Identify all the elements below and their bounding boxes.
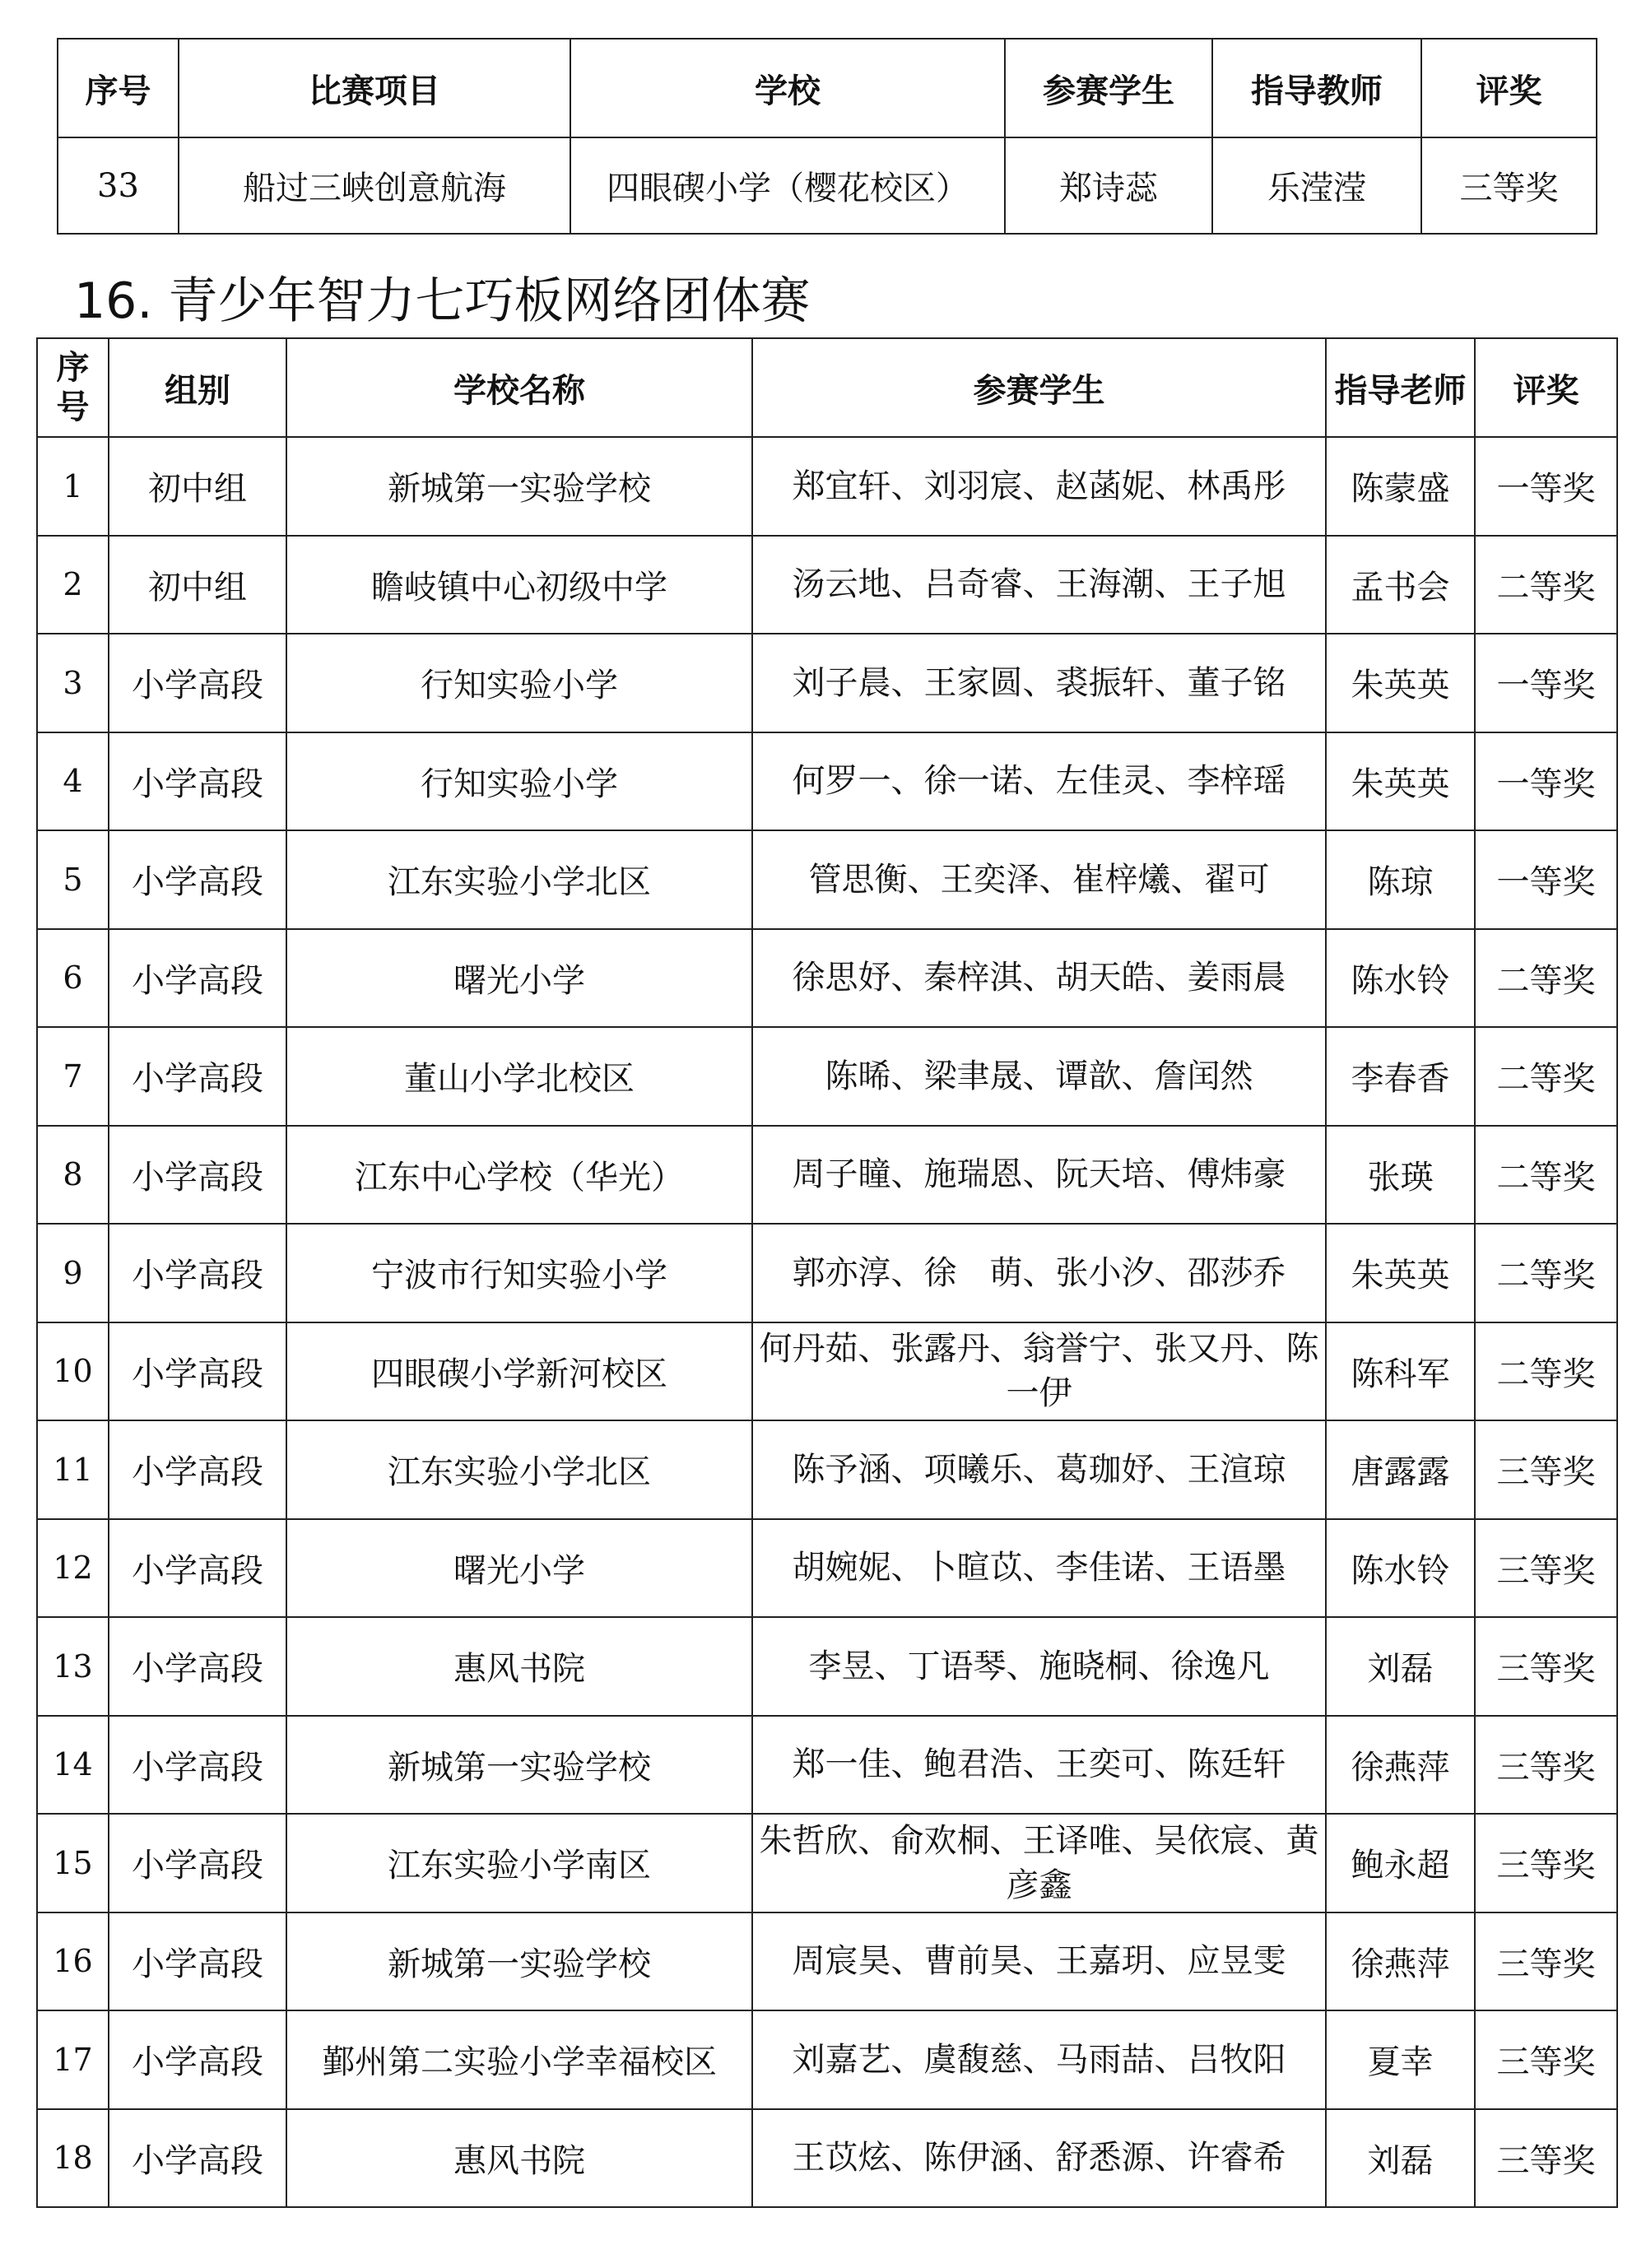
cell-school: 四眼碶小学（樱花校区） (570, 137, 1005, 234)
cell-seq: 33 (58, 137, 179, 234)
cell-award: 三等奖 (1475, 1519, 1617, 1618)
cell-group: 小学高段 (109, 929, 286, 1028)
header-teacher: 指导老师 (1326, 338, 1475, 437)
table-row (37, 1716, 1617, 1815)
cell-award: 一等奖 (1475, 732, 1617, 831)
cell-group: 小学高段 (109, 1716, 286, 1815)
cell-school-name: 行知实验小学 (286, 634, 752, 732)
cell-seq: 4 (37, 732, 109, 831)
cell-teacher: 刘磊 (1326, 2109, 1475, 2208)
cell-award: 三等奖 (1475, 1814, 1617, 1912)
cell-group: 小学高段 (109, 634, 286, 732)
cell-teacher: 乐滢滢 (1212, 137, 1421, 234)
header-school-name: 学校名称 (286, 338, 752, 437)
cell-seq: 7 (37, 1027, 109, 1126)
cell-group: 小学高段 (109, 2109, 286, 2208)
table-row (37, 1912, 1617, 2011)
cell-school-name: 四眼碶小学新河校区 (286, 1322, 752, 1421)
tangram-results-table (36, 337, 1618, 2208)
cell-seq: 2 (37, 536, 109, 634)
cell-award: 一等奖 (1475, 634, 1617, 732)
table-header-row (58, 39, 1597, 137)
cell-teacher: 陈琼 (1326, 830, 1475, 929)
header-school: 学校 (570, 39, 1005, 137)
cell-award: 二等奖 (1475, 1027, 1617, 1126)
cell-seq: 1 (37, 437, 109, 536)
cell-group: 小学高段 (109, 2010, 286, 2109)
cell-group: 小学高段 (109, 1027, 286, 1126)
cell-students: 李昱、丁语琴、施晓桐、徐逸凡 (752, 1617, 1326, 1716)
cell-award: 二等奖 (1475, 1224, 1617, 1322)
cell-school-name: 惠风书院 (286, 1617, 752, 1716)
header-seq (37, 338, 109, 437)
cell-school-name: 江东中心学校（华光） (286, 1126, 752, 1225)
cell-seq: 17 (37, 2010, 109, 2109)
cell-seq: 9 (37, 1224, 109, 1322)
previous-results-table (57, 38, 1597, 235)
cell-award: 二等奖 (1475, 1126, 1617, 1225)
cell-event: 船过三峡创意航海 (179, 137, 570, 234)
cell-teacher: 刘磊 (1326, 1617, 1475, 1716)
table-row (37, 732, 1617, 831)
cell-school-name: 宁波市行知实验小学 (286, 1224, 752, 1322)
cell-school-name: 瞻岐镇中心初级中学 (286, 536, 752, 634)
cell-award: 三等奖 (1475, 1420, 1617, 1519)
cell-seq: 10 (37, 1322, 109, 1421)
cell-students: 管思衡、王奕泽、崔梓爔、翟可 (752, 830, 1326, 929)
header-award: 评奖 (1475, 338, 1617, 437)
cell-students: 陈予涵、项曦乐、葛珈妤、王渲琼 (752, 1420, 1326, 1519)
cell-teacher: 孟书会 (1326, 536, 1475, 634)
cell-award: 三等奖 (1475, 2010, 1617, 2109)
table-row (37, 2010, 1617, 2109)
table-row (37, 1322, 1617, 1421)
cell-seq: 8 (37, 1126, 109, 1225)
cell-students: 朱哲欣、俞欢桐、王译唯、吴依宸、黄彦鑫 (752, 1814, 1326, 1912)
table-row (37, 2109, 1617, 2208)
cell-students: 徐思妤、秦梓淇、胡天皓、姜雨晨 (752, 929, 1326, 1028)
cell-teacher: 徐燕萍 (1326, 1716, 1475, 1815)
cell-students: 刘嘉艺、虞馥慈、马雨喆、吕牧阳 (752, 2010, 1326, 2109)
cell-school-name: 新城第一实验学校 (286, 437, 752, 536)
table-row (37, 437, 1617, 536)
table-row (37, 634, 1617, 732)
cell-seq: 18 (37, 2109, 109, 2208)
cell-students: 王苡炫、陈伊涵、舒悉源、许睿希 (752, 2109, 1326, 2208)
cell-school-name: 江东实验小学北区 (286, 830, 752, 929)
cell-teacher: 陈蒙盛 (1326, 437, 1475, 536)
cell-students: 汤云地、吕奇睿、王海潮、王子旭 (752, 536, 1326, 634)
cell-award: 一等奖 (1475, 830, 1617, 929)
table-row (58, 137, 1597, 234)
cell-school-name: 江东实验小学北区 (286, 1420, 752, 1519)
cell-teacher: 张瑛 (1326, 1126, 1475, 1225)
cell-school-name: 惠风书院 (286, 2109, 752, 2208)
cell-students: 郑一佳、鲍君浩、王奕可、陈廷轩 (752, 1716, 1326, 1815)
table-row (37, 830, 1617, 929)
cell-group: 初中组 (109, 536, 286, 634)
cell-teacher: 朱英英 (1326, 732, 1475, 831)
cell-award: 三等奖 (1421, 137, 1597, 234)
cell-seq: 11 (37, 1420, 109, 1519)
cell-group: 初中组 (109, 437, 286, 536)
header-students: 参赛学生 (1005, 39, 1212, 137)
cell-teacher: 朱英英 (1326, 1224, 1475, 1322)
cell-award: 二等奖 (1475, 536, 1617, 634)
cell-award: 一等奖 (1475, 437, 1617, 536)
cell-group: 小学高段 (109, 830, 286, 929)
table-row (37, 929, 1617, 1028)
cell-award: 三等奖 (1475, 2109, 1617, 2208)
cell-seq: 6 (37, 929, 109, 1028)
cell-students: 胡婉妮、卜暄苡、李佳诺、王语墨 (752, 1519, 1326, 1618)
cell-group: 小学高段 (109, 1617, 286, 1716)
table-row (37, 536, 1617, 634)
cell-school-name: 董山小学北校区 (286, 1027, 752, 1126)
cell-group: 小学高段 (109, 1519, 286, 1618)
cell-students: 陈晞、梁聿晟、谭歆、詹闰然 (752, 1027, 1326, 1126)
cell-seq: 12 (37, 1519, 109, 1618)
table-row (37, 1519, 1617, 1618)
cell-teacher: 陈水铃 (1326, 929, 1475, 1028)
cell-award: 二等奖 (1475, 1322, 1617, 1421)
cell-school-name: 鄞州第二实验小学幸福校区 (286, 2010, 752, 2109)
cell-school-name: 江东实验小学南区 (286, 1814, 752, 1912)
cell-group: 小学高段 (109, 1420, 286, 1519)
cell-award: 三等奖 (1475, 1617, 1617, 1716)
cell-teacher: 徐燕萍 (1326, 1912, 1475, 2011)
cell-group: 小学高段 (109, 1224, 286, 1322)
table-row (37, 1420, 1617, 1519)
table-row (37, 1814, 1617, 1912)
cell-teacher: 唐露露 (1326, 1420, 1475, 1519)
header-seq: 序号 (58, 39, 179, 137)
cell-seq: 3 (37, 634, 109, 732)
table-row (37, 1617, 1617, 1716)
cell-students: 周子瞳、施瑞恩、阮天培、傅炜豪 (752, 1126, 1326, 1225)
header-teacher: 指导教师 (1212, 39, 1421, 137)
cell-teacher: 陈科军 (1326, 1322, 1475, 1421)
cell-students: 周宸昊、曹前昊、王嘉玥、应昱雯 (752, 1912, 1326, 2011)
cell-students: 何丹茹、张露丹、翁誉宁、张又丹、陈一伊 (752, 1322, 1326, 1421)
table-row (37, 1224, 1617, 1322)
cell-seq: 5 (37, 830, 109, 929)
header-award: 评奖 (1421, 39, 1597, 137)
header-students: 参赛学生 (752, 338, 1326, 437)
cell-group: 小学高段 (109, 1322, 286, 1421)
cell-students: 刘子晨、王家圆、裘振轩、董子铭 (752, 634, 1326, 732)
table-row (37, 1027, 1617, 1126)
section-title: 16. 青少年智力七巧板网络团体赛 (74, 272, 811, 330)
cell-seq: 15 (37, 1814, 109, 1912)
header-group: 组别 (109, 338, 286, 437)
header-event: 比赛项目 (179, 39, 570, 137)
cell-seq: 13 (37, 1617, 109, 1716)
cell-teacher: 夏幸 (1326, 2010, 1475, 2109)
table-row (37, 1126, 1617, 1225)
cell-teacher: 朱英英 (1326, 634, 1475, 732)
cell-school-name: 行知实验小学 (286, 732, 752, 831)
cell-teacher: 陈水铃 (1326, 1519, 1475, 1618)
cell-seq: 16 (37, 1912, 109, 2011)
cell-group: 小学高段 (109, 1814, 286, 1912)
cell-school-name: 曙光小学 (286, 1519, 752, 1618)
cell-teacher: 李春香 (1326, 1027, 1475, 1126)
cell-school-name: 曙光小学 (286, 929, 752, 1028)
header-seq-label: 序号 (56, 349, 90, 426)
cell-students: 郭亦淳、徐 萌、张小汐、邵莎乔 (752, 1224, 1326, 1322)
cell-group: 小学高段 (109, 732, 286, 831)
cell-seq: 14 (37, 1716, 109, 1815)
cell-school-name: 新城第一实验学校 (286, 1912, 752, 2011)
cell-students: 何罗一、徐一诺、左佳灵、李梓瑶 (752, 732, 1326, 831)
table-header-row (37, 338, 1617, 437)
cell-students: 郑诗蕊 (1005, 137, 1212, 234)
cell-award: 三等奖 (1475, 1912, 1617, 2011)
cell-group: 小学高段 (109, 1912, 286, 2011)
cell-group: 小学高段 (109, 1126, 286, 1225)
cell-award: 三等奖 (1475, 1716, 1617, 1815)
cell-teacher: 鲍永超 (1326, 1814, 1475, 1912)
cell-award: 二等奖 (1475, 929, 1617, 1028)
cell-school-name: 新城第一实验学校 (286, 1716, 752, 1815)
cell-students: 郑宜轩、刘羽宸、赵菡妮、林禹彤 (752, 437, 1326, 536)
